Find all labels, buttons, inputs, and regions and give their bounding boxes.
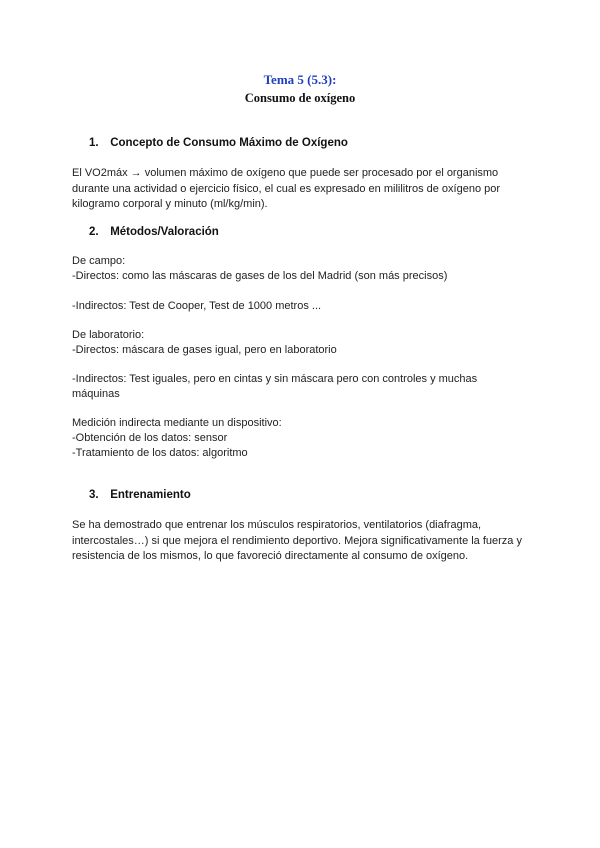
method-line: -Directos: como las máscaras de gases de los del Madrid (son más precisos)	[72, 270, 448, 282]
method-line: -Directos: máscara de gases igual, pero en laboratorio	[72, 344, 337, 356]
method-line: -Obtención de los datos: sensor	[72, 432, 228, 444]
section-2-heading	[89, 226, 219, 238]
section-2-number: 2.	[89, 226, 99, 238]
section-3-number: 3.	[89, 489, 99, 501]
section-1-heading	[89, 137, 348, 149]
page-subtitle: Consumo de oxígeno	[244, 91, 356, 105]
method-line: -Tratamiento de los datos: algoritmo	[72, 447, 248, 459]
method-line: -Indirectos: Test iguales, pero en cintas y sin máscara pero con controles y muchas	[72, 373, 478, 385]
section-1-number: 1.	[89, 137, 99, 149]
section-1-title: Concepto de Consumo Máximo de Oxígeno	[110, 137, 348, 149]
section-3-heading	[89, 489, 191, 501]
section-3-paragraph: Se ha demostrado que entrenar los músculos respiratorios, ventilatorios (diafragma, intercostales…) si que mejora el rendimiento deportivo. Mejora significativamente la fuerza y resistencia de los mismos, lo que favoreció directamente al consumo de oxígeno.	[72, 519, 522, 562]
section-2-title: Métodos/Valoración	[110, 226, 219, 238]
page-title: Tema 5 (5.3):	[263, 72, 337, 87]
method-line: -Indirectos: Test de Cooper, Test de 1000 metros ...	[72, 300, 322, 312]
section-1-paragraph: El VO2máx → volumen máximo de oxígeno que puede ser procesado por el organismo durante una actividad o ejercicio físico, el cual es expresado en mililitros de oxígeno por kilogramo corporal y minuto (ml/kg/min).	[72, 167, 501, 210]
method-line: máquinas	[72, 388, 120, 400]
method-line: De laboratorio:	[72, 329, 145, 341]
method-line: De campo:	[72, 255, 126, 267]
method-line: Medición indirecta mediante un dispositivo:	[72, 417, 282, 429]
section-3-title: Entrenamiento	[110, 489, 191, 501]
